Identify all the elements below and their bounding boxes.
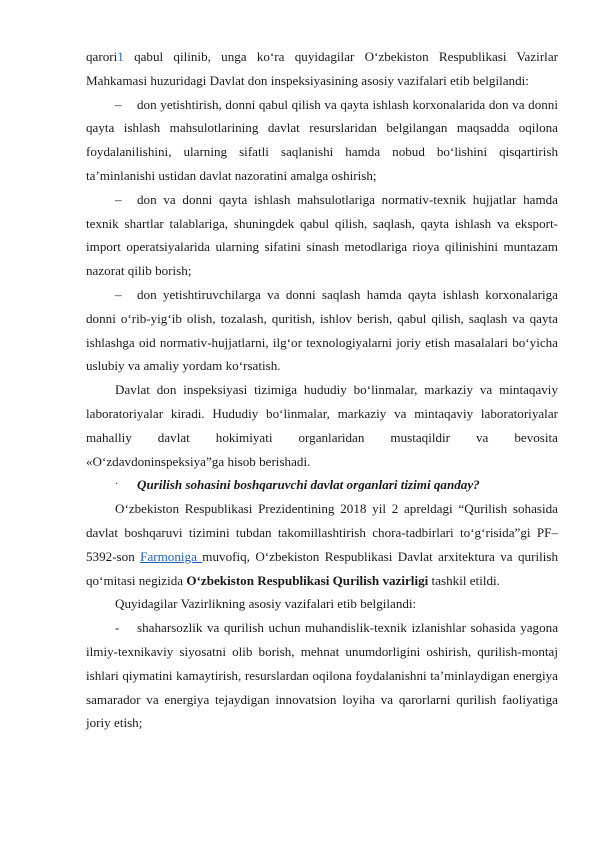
list-item-text: don yetishtirish, donni qabul qilish va qayta ishlash korxonalarida don va donni qayta ishlash mahsulotlarining davlat resurslaridan belgilangan maqsadda oqilona foydalanilishini, ularning sifatli saqlanishi hamda nobud bo‘lishini qisqartirish ta’minlanishi ustidan davlat nazoratini amalga oshirish; [86,96,558,183]
dash-marker: - [115,620,120,636]
intro-text-start: qarori [86,49,118,64]
list-item-text: don va donni qayta ishlash mahsulotlariga normativ-texnik hujjatlar hamda texnik shartlar talablariga, shuningdek qabul qilish, saqlash, qayta ishlash va eksport-import operatsiyalarida ularning sifatini sinash metodlariga rioya qilinishini muntazam nazorat qilib borish; [86,191,558,279]
list-item-text: don yetishtiruvchilarga va donni saqlash hamda qayta ishlash korxonalariga donni o‘rib-yig‘ib olish, tozalash, quritish, ishlov berish, qabul qilish, saqlash va qayta ishlashga oid normativ-hujjatlarni, ilg‘or texnologiyalarni joriy etish masalalari bo‘yicha uslubiy va amaliy yordam ko‘rsatish. [86,286,558,374]
footnote-reference[interactable]: 1 [117,49,124,64]
paragraph-intro [86,45,558,93]
paragraph-inspection-structure: Davlat don inspeksiyasi tizimiga hududiy bo‘linmalar, markaziy va mintaqaviy laboratoriyalar kiradi. Hududiy bo‘linmalar, markaziy va mintaqaviy laboratoriyalar mahalliy davlat hokimiyati organlaridan mustaqildir va bevosita «O‘zdavdoninspeksiya”ga hisob berishadi. [86,382,558,469]
intro-text-end: qabul qilinib, unga ko‘ra quyidagilar O‘zbekiston Respublikasi Vazirlar Mahkamasi huzuridagi Davlat don inspeksiyasining asosiy vazifalari etib belgilandi: [86,49,558,88]
decree-link[interactable]: Farmoniga [140,548,203,564]
dash-marker: – [115,96,122,112]
ministry-name: O‘zbekiston Respublikasi Qurilish vazirligi [186,572,429,588]
decree-text-end: tashkil etildi. [428,572,500,588]
list-item [86,188,558,283]
list-item [86,93,558,188]
decree-text-start: O‘zbekiston Respublikasi Prezidentining 2018 yil 2 apreldagi “Qurilish sohasida davlat boshqaruvi tizimini tubdan takomillashtirish chora-tadbirlari to‘g‘risida”gi PF–5392-son [86,501,558,564]
section-question [86,473,558,497]
paragraph-tasks-intro: Quyidagilar Vazirlikning asosiy vazifalari etib belgilandi: [115,596,417,612]
question-heading: Qurilish sohasini boshqaruvchi davlat organlari tizimi qanday? [137,477,480,493]
list-item [86,616,558,735]
dash-marker: – [115,286,122,302]
bullet-icon: · [115,479,119,491]
list-item [86,283,558,378]
dash-marker: – [115,191,122,207]
paragraph-decree [86,497,558,592]
decree-text-middle: muvofiq, O‘zbekiston Respublikasi Davlat arxitektura va qurilish qo‘mitasi negizida [86,548,558,588]
list-item-text: shaharsozlik va qurilish uchun muhandislik-texnik izlanishlar sohasida yagona ilmiy-texnikaviy siyosatni olib borish, mehnat unumdorligini oshirish, qurilish-montaj ishlari qiymatini kamaytirish, resurslardan oqilona foydalanishni ta’minlaydigan energiya samarador va energiya tejaydigan innovatsion loyiha va qarorlarni qurilish faoliyatiga joriy etish; [86,620,558,731]
